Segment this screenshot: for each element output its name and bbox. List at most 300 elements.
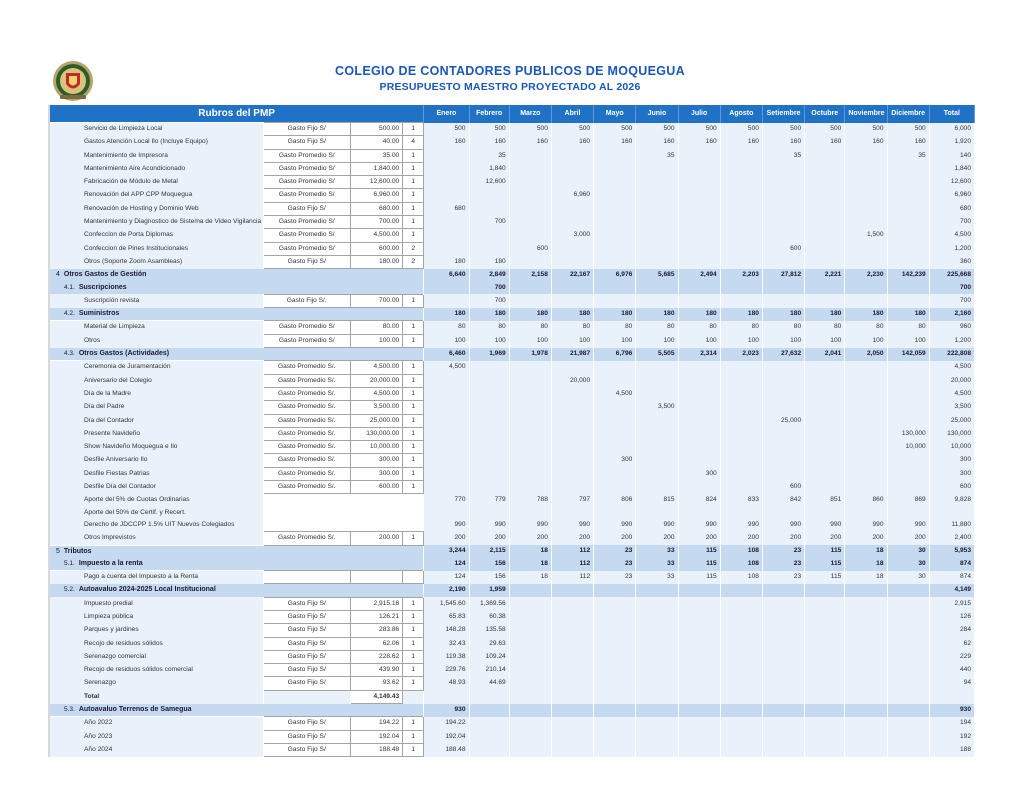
row-expense-type[interactable]: Gasto Fijo S/ <box>263 597 350 610</box>
row-expense-type[interactable]: Gasto Fijo S/ <box>263 123 350 136</box>
row-description: Día del Padre <box>50 401 263 414</box>
cell-month-11 <box>845 624 887 637</box>
cell-month-6 <box>636 441 678 454</box>
cell-total: 1,840 <box>929 162 974 175</box>
row-expense-type[interactable]: Gasto Fijo S/ <box>263 255 350 268</box>
cell-month-6 <box>636 624 678 637</box>
cell-month-5: 4,500 <box>594 387 636 400</box>
cell-month-1: 188.48 <box>424 743 469 756</box>
row-description: Impuesto predial <box>50 597 263 610</box>
cell-total: 6,960 <box>929 189 974 202</box>
cell-month-10 <box>805 637 845 650</box>
cell-month-12: 180 <box>887 308 929 321</box>
cell-month-11 <box>845 255 887 268</box>
section-title: Tributos <box>63 547 92 555</box>
row-quantity[interactable]: 1 <box>403 414 424 427</box>
cell-month-2 <box>469 401 509 414</box>
row-quantity[interactable]: 1 <box>403 650 424 663</box>
row-quantity[interactable]: 4 <box>403 136 424 149</box>
cell-month-6: 815 <box>636 494 678 507</box>
cell-month-7: 100 <box>678 334 720 347</box>
cell-month-11 <box>845 176 887 189</box>
cell-month-5: 180 <box>594 308 636 321</box>
row-amount[interactable]: 300.00 <box>350 454 402 467</box>
section-title: Otros Gastos de Gestión <box>63 271 147 279</box>
row-quantity[interactable]: 1 <box>403 149 424 162</box>
cell-month-4 <box>551 149 593 162</box>
cell-month-7: 990 <box>678 519 720 532</box>
row-expense-type[interactable]: Gasto Promedio S/. <box>263 427 350 440</box>
row-quantity[interactable]: 1 <box>403 441 424 454</box>
cell-month-2: 2,849 <box>469 269 509 282</box>
row-quantity[interactable]: 1 <box>403 467 424 480</box>
row-expense-type[interactable]: Gasto Promedio S/. <box>263 467 350 480</box>
row-expense-type[interactable]: Gasto Fijo S/ <box>263 743 350 756</box>
cell-month-7 <box>678 189 720 202</box>
cell-total: 700 <box>929 216 974 229</box>
row-expense-type[interactable]: Gasto Fijo S/ <box>263 637 350 650</box>
cell-month-11 <box>845 650 887 663</box>
cell-month-6: 160 <box>636 136 678 149</box>
cell-month-1: 2,190 <box>424 584 469 597</box>
cell-total: 440 <box>929 664 974 677</box>
cell-month-2 <box>469 414 509 427</box>
row-amount[interactable]: 4,500.00 <box>350 387 402 400</box>
cell-month-3 <box>509 414 551 427</box>
cell-month-9 <box>762 704 804 717</box>
cell-month-9: 27,812 <box>762 269 804 282</box>
row-quantity[interactable]: 1 <box>403 123 424 136</box>
cell-month-7: 115 <box>678 558 720 571</box>
cell-month-4: 3,000 <box>551 229 593 242</box>
cell-month-8: 108 <box>720 545 762 558</box>
row-quantity[interactable]: 1 <box>403 637 424 650</box>
cell-month-2 <box>469 717 509 730</box>
cell-month-8 <box>720 414 762 427</box>
cell-month-3 <box>509 176 551 189</box>
row-amount[interactable]: 180.00 <box>350 255 402 268</box>
cell-month-4 <box>551 664 593 677</box>
cell-month-10 <box>805 229 845 242</box>
row-amount[interactable]: 12,600.00 <box>350 176 402 189</box>
table-body <box>50 123 975 757</box>
cell-month-4 <box>551 282 593 295</box>
row-amount[interactable]: 600.00 <box>350 481 402 494</box>
cell-month-11 <box>845 216 887 229</box>
cell-month-7 <box>678 743 720 756</box>
cell-month-2: 779 <box>469 494 509 507</box>
row-expense-type[interactable]: Gasto Promedio S/ <box>263 321 350 334</box>
row-quantity[interactable]: 1 <box>403 189 424 202</box>
cell-total: 4,500 <box>929 387 974 400</box>
cell-month-11: 160 <box>845 136 887 149</box>
cell-month-10 <box>805 294 845 307</box>
cell-month-4 <box>551 216 593 229</box>
cell-month-12 <box>887 637 929 650</box>
cell-month-3 <box>509 454 551 467</box>
row-quantity[interactable]: 2 <box>403 242 424 255</box>
cell-month-12 <box>887 255 929 268</box>
cell-total: 130,000 <box>929 427 974 440</box>
cell-month-5: 300 <box>594 454 636 467</box>
cell-month-8 <box>720 690 762 703</box>
row-amount[interactable]: 283.86 <box>350 624 402 637</box>
row-quantity[interactable]: 1 <box>403 624 424 637</box>
cell-month-5 <box>594 282 636 295</box>
cell-month-8 <box>720 650 762 663</box>
cell-month-8 <box>720 294 762 307</box>
cell-month-8 <box>720 189 762 202</box>
cell-month-7 <box>678 216 720 229</box>
cell-month-5 <box>594 294 636 307</box>
row-amount[interactable]: 62.06 <box>350 637 402 650</box>
row-amount[interactable]: 194.22 <box>350 717 402 730</box>
row-quantity[interactable]: 1 <box>403 454 424 467</box>
cell-month-3: 80 <box>509 321 551 334</box>
row-amount[interactable]: 35.00 <box>350 149 402 162</box>
row-amount[interactable]: 439.90 <box>350 664 402 677</box>
cell-month-3: 2,158 <box>509 269 551 282</box>
row-quantity[interactable]: 1 <box>403 387 424 400</box>
cell-month-12: 30 <box>887 571 929 584</box>
cell-month-12: 500 <box>887 123 929 136</box>
cell-month-3 <box>509 401 551 414</box>
row-expense-type[interactable]: Gasto Promedio S/ <box>263 162 350 175</box>
cell-month-7 <box>678 242 720 255</box>
subsection-row <box>50 308 975 321</box>
row-amount[interactable]: 228.62 <box>350 650 402 663</box>
row-expense-type[interactable]: Gasto Promedio S/ <box>263 176 350 189</box>
cell-month-2: 180 <box>469 255 509 268</box>
header-diciembre: Diciembre <box>887 105 929 123</box>
cell-month-6: 33 <box>636 558 678 571</box>
cell-month-6: 500 <box>636 123 678 136</box>
row-expense-type[interactable]: Gasto Fijo S/ <box>263 664 350 677</box>
cell-month-1: 6,640 <box>424 269 469 282</box>
cell-month-12 <box>887 481 929 494</box>
row-description: Año 2023 <box>50 730 263 743</box>
row-expense-type[interactable]: Gasto Fijo S/ <box>263 677 350 690</box>
row-amount[interactable]: 2,915.16 <box>350 597 402 610</box>
cell-month-5 <box>594 704 636 717</box>
row-amount[interactable]: 25,000.00 <box>350 414 402 427</box>
cell-month-5: 23 <box>594 545 636 558</box>
cell-month-1 <box>424 387 469 400</box>
row-description: Fabricación de Módulo de Metal <box>50 176 263 189</box>
row-expense-type[interactable]: Gasto Promedio S/. <box>263 454 350 467</box>
cell-month-1 <box>424 242 469 255</box>
cell-month-7 <box>678 664 720 677</box>
table-row <box>50 637 975 650</box>
cell-month-2: 35 <box>469 149 509 162</box>
cell-month-11: 100 <box>845 334 887 347</box>
row-expense-type[interactable] <box>263 571 350 584</box>
row-quantity[interactable]: 1 <box>403 202 424 215</box>
cell-month-5 <box>594 216 636 229</box>
cell-month-6 <box>636 282 678 295</box>
row-quantity[interactable]: 1 <box>403 532 424 545</box>
cell-month-4 <box>551 717 593 730</box>
cell-month-8: 80 <box>720 321 762 334</box>
cell-month-4 <box>551 650 593 663</box>
cell-month-4: 112 <box>551 558 593 571</box>
row-expense-type[interactable]: Gasto Fijo S/ <box>263 136 350 149</box>
row-quantity[interactable]: 1 <box>403 216 424 229</box>
cell-month-7: 2,314 <box>678 348 720 361</box>
cell-month-2 <box>469 387 509 400</box>
row-expense-type[interactable]: Gasto Fijo S/. <box>263 294 350 307</box>
cell-month-8: 180 <box>720 308 762 321</box>
row-expense-type[interactable]: Gasto Fijo S/ <box>263 717 350 730</box>
row-amount <box>350 507 402 519</box>
row-quantity[interactable]: 1 <box>403 176 424 189</box>
cell-month-5 <box>594 664 636 677</box>
cell-month-9 <box>762 441 804 454</box>
cell-month-11: 2,050 <box>845 348 887 361</box>
row-description: Otros <box>50 334 263 347</box>
cell-month-3 <box>509 255 551 268</box>
row-amount[interactable]: 192.04 <box>350 730 402 743</box>
cell-month-3 <box>509 202 551 215</box>
table-row <box>50 216 975 229</box>
row-amount[interactable]: 1,840.00 <box>350 162 402 175</box>
cell-month-9: 160 <box>762 136 804 149</box>
row-expense-type[interactable]: Gasto Promedio S/ <box>263 242 350 255</box>
cell-month-9: 990 <box>762 519 804 532</box>
section-row <box>50 269 975 282</box>
row-amount[interactable]: 20,000.00 <box>350 374 402 387</box>
row-expense-type[interactable]: Gasto Promedio S/. <box>263 361 350 374</box>
row-expense-type[interactable]: Gasto Fijo S/ <box>263 202 350 215</box>
row-expense-type[interactable]: Gasto Promedio S/ <box>263 229 350 242</box>
cell-month-4 <box>551 481 593 494</box>
row-expense-type[interactable]: Gasto Promedio S/. <box>263 401 350 414</box>
cell-total: 126 <box>929 610 974 623</box>
cell-month-5 <box>594 597 636 610</box>
cell-month-5 <box>594 584 636 597</box>
cell-total: 284 <box>929 624 974 637</box>
cell-total: 4,500 <box>929 229 974 242</box>
row-expense-type[interactable]: Gasto Promedio S/. <box>263 441 350 454</box>
row-amount[interactable]: 700.00 <box>350 216 402 229</box>
row-amount[interactable]: 700.00 <box>350 294 402 307</box>
row-quantity[interactable]: 1 <box>403 677 424 690</box>
cell-month-11: 200 <box>845 532 887 545</box>
row-expense-type[interactable]: Gasto Promedio S/. <box>263 374 350 387</box>
row-amount[interactable]: 130,000.00 <box>350 427 402 440</box>
cell-month-9: 27,632 <box>762 348 804 361</box>
cell-month-8 <box>720 176 762 189</box>
cell-month-10 <box>805 149 845 162</box>
cell-month-3 <box>509 282 551 295</box>
row-description: Parques y jardines <box>50 624 263 637</box>
row-quantity[interactable]: 1 <box>403 229 424 242</box>
row-label <box>50 269 424 282</box>
row-amount[interactable]: 200.00 <box>350 532 402 545</box>
cell-month-2 <box>469 229 509 242</box>
cell-month-2 <box>469 189 509 202</box>
cell-month-8: 990 <box>720 519 762 532</box>
cell-month-11: 80 <box>845 321 887 334</box>
row-amount[interactable]: 80.00 <box>350 321 402 334</box>
row-expense-type[interactable]: Gasto Fijo S/ <box>263 650 350 663</box>
cell-month-8 <box>720 401 762 414</box>
row-amount[interactable]: 4,500.00 <box>350 361 402 374</box>
row-quantity[interactable] <box>403 571 424 584</box>
row-expense-type[interactable]: Gasto Fijo S/ <box>263 610 350 623</box>
row-quantity[interactable]: 1 <box>403 730 424 743</box>
section-title: Autoavaluo Terrenos de Samegua <box>78 706 192 714</box>
row-quantity[interactable]: 1 <box>403 361 424 374</box>
cell-month-3 <box>509 650 551 663</box>
cell-month-3: 18 <box>509 571 551 584</box>
cell-month-4 <box>551 637 593 650</box>
row-quantity[interactable]: 1 <box>403 664 424 677</box>
cell-month-1: 930 <box>424 704 469 717</box>
row-description: Año 2022 <box>50 717 263 730</box>
row-expense-type[interactable]: Gasto Promedio S/ <box>263 189 350 202</box>
row-quantity[interactable]: 1 <box>403 717 424 730</box>
cell-total: 1,200 <box>929 334 974 347</box>
cell-month-11: 18 <box>845 571 887 584</box>
row-expense-type[interactable]: Gasto Promedio S/. <box>263 532 350 545</box>
row-quantity[interactable]: 1 <box>403 162 424 175</box>
cell-month-8 <box>720 507 762 519</box>
page-title: COLEGIO DE CONTADORES PUBLICOS DE MOQUEGUA <box>335 64 685 78</box>
row-expense-type[interactable]: Gasto Promedio S/. <box>263 414 350 427</box>
row-expense-type[interactable]: Gasto Promedio S/. <box>263 481 350 494</box>
row-quantity[interactable]: 1 <box>403 334 424 347</box>
cell-month-2 <box>469 690 509 703</box>
row-expense-type[interactable]: Gasto Promedio S/ <box>263 216 350 229</box>
section-title: Suministros <box>78 310 120 318</box>
cell-month-11 <box>845 481 887 494</box>
row-quantity[interactable]: 1 <box>403 481 424 494</box>
row-amount[interactable]: 3,500.00 <box>350 401 402 414</box>
cell-total: 680 <box>929 202 974 215</box>
header-setiembre: Setiembre <box>762 105 804 123</box>
row-quantity[interactable]: 2 <box>403 255 424 268</box>
table-row <box>50 123 975 136</box>
cell-month-10 <box>805 624 845 637</box>
row-expense-type[interactable]: Gasto Fijo S/ <box>263 730 350 743</box>
cell-month-11 <box>845 374 887 387</box>
row-amount[interactable]: 300.00 <box>350 467 402 480</box>
cell-month-1: 680 <box>424 202 469 215</box>
row-expense-type[interactable]: Gasto Promedio S/ <box>263 149 350 162</box>
row-quantity[interactable]: 1 <box>403 321 424 334</box>
cell-month-3: 18 <box>509 558 551 571</box>
cell-month-8: 2,023 <box>720 348 762 361</box>
cell-month-11 <box>845 454 887 467</box>
cell-month-3 <box>509 229 551 242</box>
row-quantity[interactable]: 1 <box>403 597 424 610</box>
cell-month-2: 210.14 <box>469 664 509 677</box>
cell-total: 20,000 <box>929 374 974 387</box>
row-amount[interactable]: 4,500.00 <box>350 229 402 242</box>
table-row <box>50 532 975 545</box>
cell-month-11 <box>845 664 887 677</box>
row-quantity[interactable]: 1 <box>403 294 424 307</box>
table-row <box>50 743 975 756</box>
cell-month-12 <box>887 677 929 690</box>
cell-month-5 <box>594 162 636 175</box>
cell-month-9: 500 <box>762 123 804 136</box>
subsection-row <box>50 282 975 295</box>
row-expense-type[interactable]: Gasto Promedio S/ <box>263 334 350 347</box>
cell-month-8: 833 <box>720 494 762 507</box>
cell-month-3: 1,978 <box>509 348 551 361</box>
cell-month-8 <box>720 624 762 637</box>
row-amount[interactable]: 10,000.00 <box>350 441 402 454</box>
cell-month-11: 860 <box>845 494 887 507</box>
row-amount[interactable]: 600.00 <box>350 242 402 255</box>
cell-month-7: 500 <box>678 123 720 136</box>
table-row <box>50 202 975 215</box>
cell-month-12 <box>887 650 929 663</box>
row-description: Derecho de JDCCPP 1.5% UIT Nuevos Colegiados <box>50 519 263 532</box>
cell-month-6: 33 <box>636 545 678 558</box>
row-amount[interactable]: 500.00 <box>350 123 402 136</box>
row-amount[interactable]: 93.62 <box>350 677 402 690</box>
cell-month-1 <box>424 149 469 162</box>
row-quantity[interactable]: 1 <box>403 427 424 440</box>
row-expense-type[interactable]: Gasto Promedio S/. <box>263 387 350 400</box>
cell-month-4 <box>551 597 593 610</box>
cell-month-11 <box>845 637 887 650</box>
row-amount[interactable]: 188.48 <box>350 743 402 756</box>
row-amount[interactable]: 6,960.00 <box>350 189 402 202</box>
cell-month-7: 2,494 <box>678 269 720 282</box>
row-amount[interactable]: 126.21 <box>350 610 402 623</box>
cell-month-12: 160 <box>887 136 929 149</box>
cell-month-2: 990 <box>469 519 509 532</box>
cell-month-2 <box>469 242 509 255</box>
cell-month-2: 500 <box>469 123 509 136</box>
cell-month-2 <box>469 374 509 387</box>
section-number: 4.2. <box>64 310 75 318</box>
row-amount[interactable]: 680.00 <box>350 202 402 215</box>
cell-total: 94 <box>929 677 974 690</box>
cell-month-11: 18 <box>845 558 887 571</box>
cell-month-2 <box>469 467 509 480</box>
table-row <box>50 730 975 743</box>
row-amount[interactable]: 40.00 <box>350 136 402 149</box>
header-abril: Abril <box>551 105 593 123</box>
row-description: Desfile Aniversario Ilo <box>50 454 263 467</box>
cell-total <box>929 507 974 519</box>
cell-total: 9,828 <box>929 494 974 507</box>
cell-month-12 <box>887 507 929 519</box>
row-quantity[interactable]: 1 <box>403 743 424 756</box>
table-row <box>50 374 975 387</box>
table-row <box>50 494 975 507</box>
row-expense-type[interactable]: Gasto Fijo S/ <box>263 624 350 637</box>
cell-month-5 <box>594 467 636 480</box>
cell-month-4: 160 <box>551 136 593 149</box>
table-row <box>50 481 975 494</box>
row-amount[interactable]: 100.00 <box>350 334 402 347</box>
cell-month-1: 48.93 <box>424 677 469 690</box>
cell-month-6 <box>636 584 678 597</box>
cell-month-8: 2,203 <box>720 269 762 282</box>
row-quantity[interactable]: 1 <box>403 374 424 387</box>
row-amount[interactable]: 4,149.43 <box>350 690 402 703</box>
row-quantity[interactable]: 1 <box>403 610 424 623</box>
row-amount[interactable] <box>350 571 402 584</box>
row-quantity[interactable]: 1 <box>403 401 424 414</box>
row-label <box>50 704 424 717</box>
